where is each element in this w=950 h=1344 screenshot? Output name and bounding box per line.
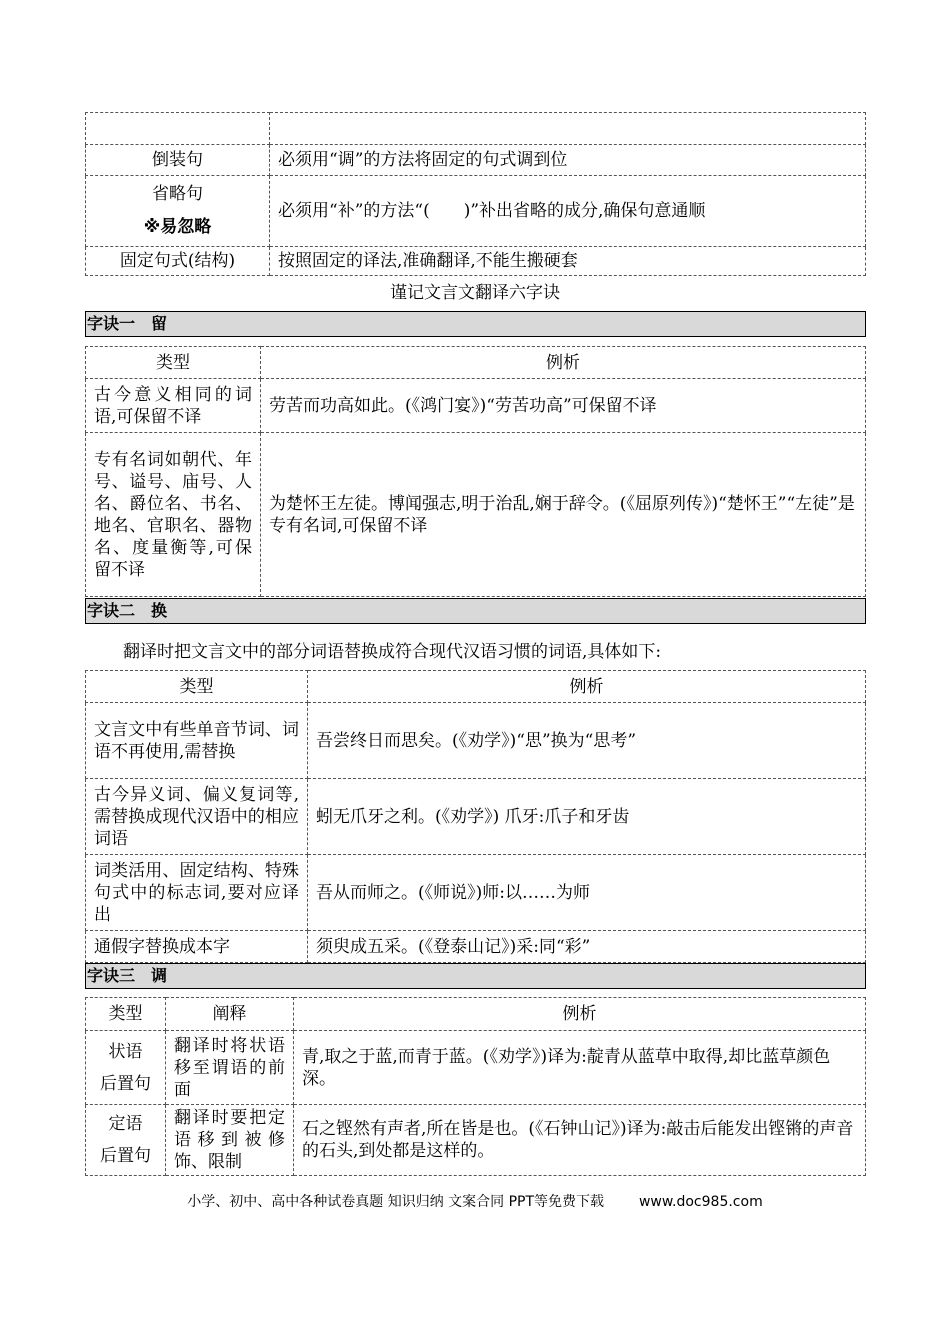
type-cell: 文言文中有些单音节词、词语不再使用,需替换: [86, 703, 308, 779]
page-footer: [0, 1191, 950, 1211]
example-cell: 吾尝终日而思矣。(《劝学》)“思”换为“思考”: [308, 703, 866, 779]
table-row: [86, 247, 866, 276]
example-cell: 吾从而师之。(《师说》)师:以……为师: [308, 855, 866, 931]
footer-url[interactable]: www.doc985.com: [638, 1194, 763, 1210]
explain-cell: 翻译时要把定语移到被修饰、限制: [166, 1105, 294, 1176]
type-line-2: 后置句: [100, 1146, 151, 1166]
desc-cell: 必须用“调”的方法将固定的句式调到位: [270, 145, 866, 176]
table-row: [86, 855, 866, 931]
header-explain: 阐释: [166, 998, 294, 1031]
example-cell: 须臾成五采。(《登泰山记》)采:同“彩”: [308, 931, 866, 963]
table-row: [86, 113, 866, 145]
example-cell: 为楚怀王左徒。博闻强志,明于治乱,娴于辞令。(《屈原列传》)“楚怀王”“左徒”是专有名词,可保留不译: [261, 433, 866, 597]
desc-cell: [270, 113, 866, 145]
table-row: [86, 433, 866, 597]
explain-cell: 翻译时将状语移至谓语的前面: [166, 1031, 294, 1105]
type-cell: 通假字替换成本字: [86, 931, 308, 963]
section3-table: [85, 997, 866, 1176]
sentence-type-table: [85, 112, 866, 276]
type-cell: [86, 1031, 166, 1105]
header-type: 类型: [86, 347, 261, 379]
desc-cell: 必须用“补”的方法“( )”补出省略的成分,确保句意通顺: [270, 176, 866, 247]
caption-title: 谨记文言文翻译六字诀: [390, 283, 560, 303]
example-cell: 青,取之于蓝,而青于蓝。(《劝学》)译为:靛青从蓝草中取得,却比蓝草颜色深。: [294, 1031, 866, 1105]
header-type: 类型: [86, 998, 166, 1031]
type-cell: [86, 176, 270, 247]
table-row: [86, 145, 866, 176]
table-header-row: [86, 347, 866, 379]
table-header-row: [86, 671, 866, 703]
table-row: [86, 379, 866, 433]
header-example: 例析: [261, 347, 866, 379]
type-cell: 倒装句: [86, 145, 270, 176]
example-cell: 蚓无爪牙之利。(《劝学》) 爪牙:爪子和牙齿: [308, 779, 866, 855]
type-line-1: 状语: [108, 1041, 143, 1062]
section-header-2: 字诀二 换: [85, 598, 866, 624]
note-label: ※易忽略: [143, 217, 212, 237]
section-header-3: 字诀三 调: [85, 963, 866, 989]
table-row: [86, 1105, 866, 1176]
section-header-1: 字诀一 留: [85, 311, 866, 337]
type-line-1: 定语: [108, 1114, 143, 1134]
type-cell: 古今意义相同的词语,可保留不译: [86, 379, 261, 433]
section1-table: [85, 346, 866, 597]
header-type: 类型: [86, 671, 308, 703]
section2-intro: 翻译时把文言文中的部分词语替换成符合现代汉语习惯的词语,具体如下:: [123, 642, 662, 662]
section2-table: [85, 670, 866, 963]
footer-text: 小学、初中、高中各种试卷真题 知识归纳 文案合同 PPT等免费下载: [187, 1194, 605, 1210]
example-cell: 石之铿然有声者,所在皆是也。(《石钟山记》)译为:敲击后能发出铿锵的声音的石头,到处都是这样的。: [294, 1105, 866, 1176]
type-cell: 古今异义词、偏义复词等,需替换成现代汉语中的相应词语: [86, 779, 308, 855]
type-cell: 固定句式(结构): [86, 247, 270, 276]
type-cell: 专有名词如朝代、年号、谥号、庙号、人名、爵位名、书名、地名、官职名、器物名、度量衡等,可保留不译: [86, 433, 261, 597]
type-label: 省略句: [152, 184, 203, 204]
table-row: [86, 703, 866, 779]
header-example: 例析: [308, 671, 866, 703]
header-example: 例析: [294, 998, 866, 1031]
type-cell: 词类活用、固定结构、特殊句式中的标志词,要对应译出: [86, 855, 308, 931]
table-row: [86, 779, 866, 855]
type-cell: [86, 1105, 166, 1176]
table-header-row: [86, 998, 866, 1031]
table-row: [86, 931, 866, 963]
example-cell: 劳苦而功高如此。(《鸿门宴》)“劳苦功高”可保留不译: [261, 379, 866, 433]
type-cell: [86, 113, 270, 145]
table-row: [86, 1031, 866, 1105]
desc-cell: 按照固定的译法,准确翻译,不能生搬硬套: [270, 247, 866, 276]
table-row: [86, 176, 866, 247]
type-line-2: 后置句: [100, 1073, 151, 1094]
